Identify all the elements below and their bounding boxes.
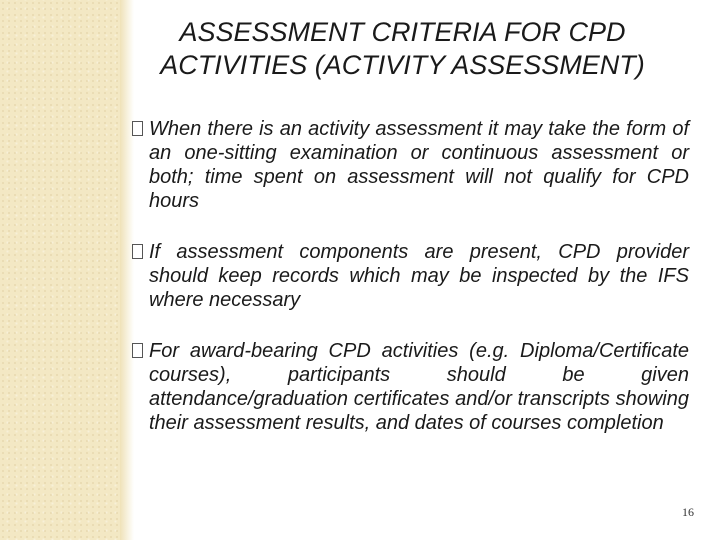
page-number: 16 (682, 505, 694, 519)
decorative-side-band (0, 0, 120, 540)
bullet-box-icon (132, 343, 143, 358)
bullet-box-icon (132, 244, 143, 259)
bullet-item (132, 339, 689, 435)
bullet-text: When there is an activity assessment it may take the form of an one-sitting examination or continuous assessment or both; time spent on assessment will not qualify for CPD hours (149, 118, 689, 212)
bullet-list (132, 117, 689, 435)
bullet-box-icon (132, 121, 143, 136)
bullet-item (132, 240, 689, 312)
bullet-item (132, 117, 689, 213)
bullet-text: For award-bearing CPD activities (e.g. Diploma/Certificate courses), participants should be given attendance/graduation certificates and/or transcripts showing their assessment results, and dates of courses completion (149, 340, 689, 434)
bullet-text: If assessment components are present, CPD provider should keep records which may be inspected by the IFS where necessary (149, 241, 689, 311)
slide-title: ASSESSMENT CRITERIA FOR CPD ACTIVITIES (ACTIVITY ASSESSMENT) (160, 17, 645, 80)
